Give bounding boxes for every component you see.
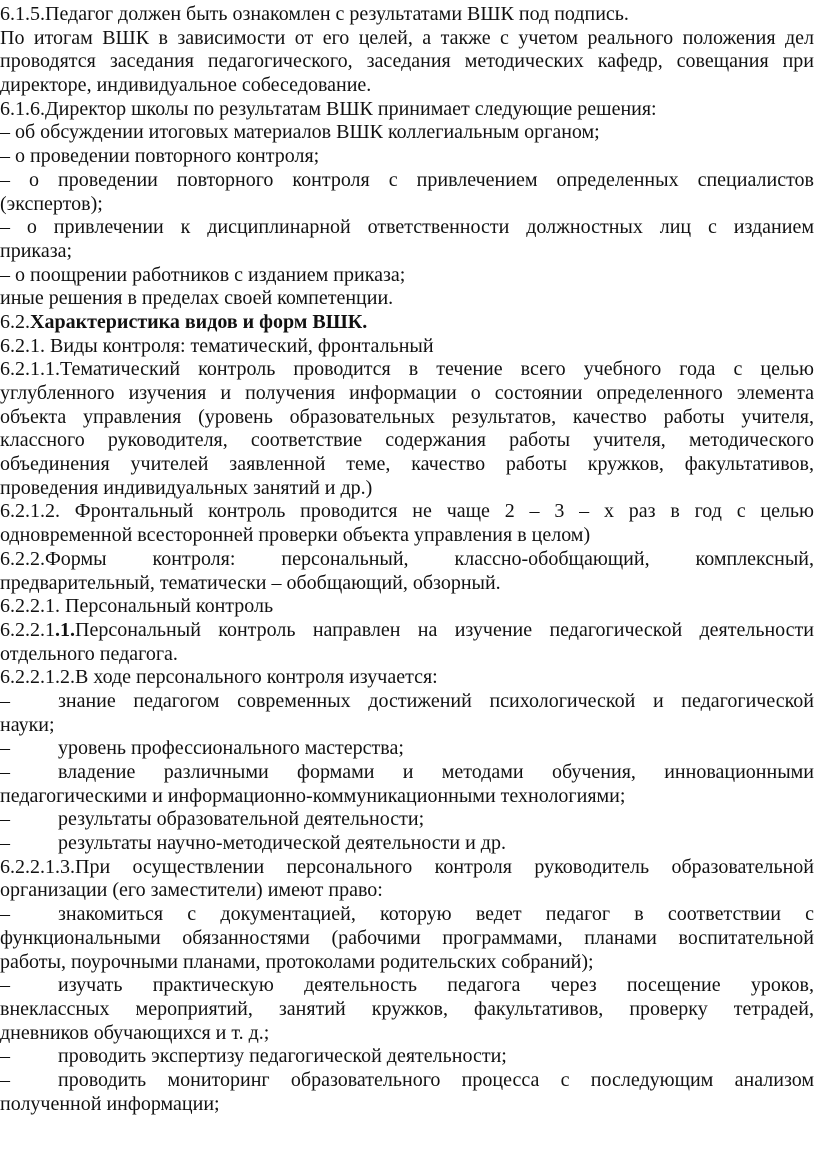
text-line: организации (его заместители) имеют право: <box>0 879 383 902</box>
text-line: 6.2.1.2. Фронтальный контроль проводится не чаще 2 – 3 – х раз в год с целью <box>0 500 814 523</box>
text-line: предварительный, тематически – обобщающий, обзорный. <box>0 571 501 594</box>
text-line: иные решения в пределах своей компетенции. <box>0 287 394 310</box>
list-dash: – <box>0 689 10 712</box>
text-line: углубленного изучения и получения информации о состоянии определенного элемента <box>0 382 814 404</box>
bold-heading-text: Характеристика видов и форм ВШК. <box>30 310 368 333</box>
list-item-text: проводить мониторинг образовательного процесса с последующим анализом <box>58 1068 814 1091</box>
text-line: 6.1.5.Педагог должен быть ознакомлен с результатами ВШК под подпись. <box>0 3 629 25</box>
list-item-text: проводить экспертизу педагогической деятельности; <box>58 1045 507 1068</box>
text-line: полученной информации; <box>0 1092 220 1115</box>
text-line: 6.2.1. Виды контроля: тематический, фронтальный <box>0 334 434 357</box>
text-line <box>0 1069 814 1093</box>
text-line <box>0 619 814 643</box>
text-line: – о поощрении работников с изданием приказа; <box>0 263 406 286</box>
text-line: внеклассных мероприятий, занятий кружков, факультативов, проверку тетрадей, <box>0 997 814 1020</box>
list-item-text: владение различными формами и методами обучения, инновационными <box>58 761 814 783</box>
list-dash: – <box>0 737 10 760</box>
list-dash: – <box>0 1068 10 1091</box>
list-dash: – <box>0 761 10 783</box>
text-line: работы, поурочными планами, протоколами родительских собраний); <box>0 950 594 973</box>
list-item-text: изучать практическую деятельность педагога через посещение уроков, <box>58 974 814 997</box>
text-line: 6.2.2.1.3.При осуществлении персонального контроля руководитель образовательной <box>0 855 814 878</box>
text-line: 6.1.6.Директор школы по результатам ВШК принимает следующие решения: <box>0 97 657 120</box>
list-item-text: знание педагогом современных достижений психологической и педагогической <box>58 689 814 712</box>
text-line <box>0 974 814 998</box>
text-line: дневников обучающихся и т. д.; <box>0 1021 270 1044</box>
text-line: – о проведении повторного контроля; <box>0 145 320 168</box>
list-item-text: уровень профессионального мастерства; <box>58 737 404 760</box>
list-dash: – <box>0 1045 10 1068</box>
section-number: 6.2.2.1 <box>0 618 55 641</box>
text-line: отдельного педагога. <box>0 642 178 665</box>
text-line: науки; <box>0 713 55 736</box>
text-line: – о привлечении к дисциплинарной ответственности должностных лиц с изданием <box>0 216 814 239</box>
text-line: – о проведении повторного контроля с привлечением определенных специалистов <box>0 168 814 191</box>
text-line: 6.2.2.Формы контроля: персональный, классно-обобщающий, комплексный, <box>0 547 814 570</box>
line-text: Персональный контроль направлен на изучение педагогической деятельности <box>75 618 814 641</box>
text-line <box>0 690 814 714</box>
text-line <box>0 761 814 785</box>
list-item-text: знакомиться с документацией, которую ведет педагог в соответствии с <box>58 903 814 926</box>
text-line: классного руководителя, соответствие содержания работы учителя, методического <box>0 429 814 452</box>
text-line: По итогам ВШК в зависимости от его целей, а также с учетом реального положения дел <box>0 26 814 49</box>
text-line: объединения учителей заявленной теме, качество работы кружков, факультативов, <box>0 453 814 476</box>
list-dash: – <box>0 974 10 997</box>
bold-heading-text: .1. <box>55 618 75 641</box>
text-line: 6.2.2.1. Персональный контроль <box>0 595 274 618</box>
text-line: педагогическими и информационно-коммуникационными технологиями; <box>0 784 626 807</box>
text-line: (экспертов); <box>0 192 103 215</box>
list-dash: – <box>0 903 10 926</box>
text-line: проведения индивидуальных занятий и др.) <box>0 476 373 499</box>
text-line <box>0 832 814 856</box>
text-line: директоре, индивидуальное собеседование. <box>0 74 372 97</box>
list-item-text: результаты научно-методической деятельности и др. <box>58 832 506 855</box>
text-line <box>0 311 814 335</box>
document-text <box>0 3 814 1116</box>
list-dash: – <box>0 808 10 831</box>
text-line: – об обсуждении итоговых материалов ВШК коллегиальным органом; <box>0 121 600 144</box>
text-line: 6.2.2.1.2.В ходе персонального контроля изучается: <box>0 666 438 689</box>
section-number: 6.2. <box>0 310 30 333</box>
text-line: проводятся заседания педагогического, заседания методических кафедр, совещания при <box>0 50 814 73</box>
text-line: приказа; <box>0 239 73 262</box>
text-line <box>0 737 814 761</box>
text-line: 6.2.1.1.Тематический контроль проводится в течение всего учебного года с целью <box>0 358 814 381</box>
text-line <box>0 1045 814 1069</box>
text-line: одновременной всесторонней проверки объекта управления в целом) <box>0 524 591 547</box>
text-line <box>0 903 814 927</box>
list-dash: – <box>0 832 10 855</box>
text-line: функциональными обязанностями (рабочими программами, планами воспитательной <box>0 926 814 949</box>
text-line: объекта управления (уровень образовательных результатов, качество работы учителя, <box>0 405 814 428</box>
text-line <box>0 808 814 832</box>
list-item-text: результаты образовательной деятельности; <box>58 808 425 831</box>
